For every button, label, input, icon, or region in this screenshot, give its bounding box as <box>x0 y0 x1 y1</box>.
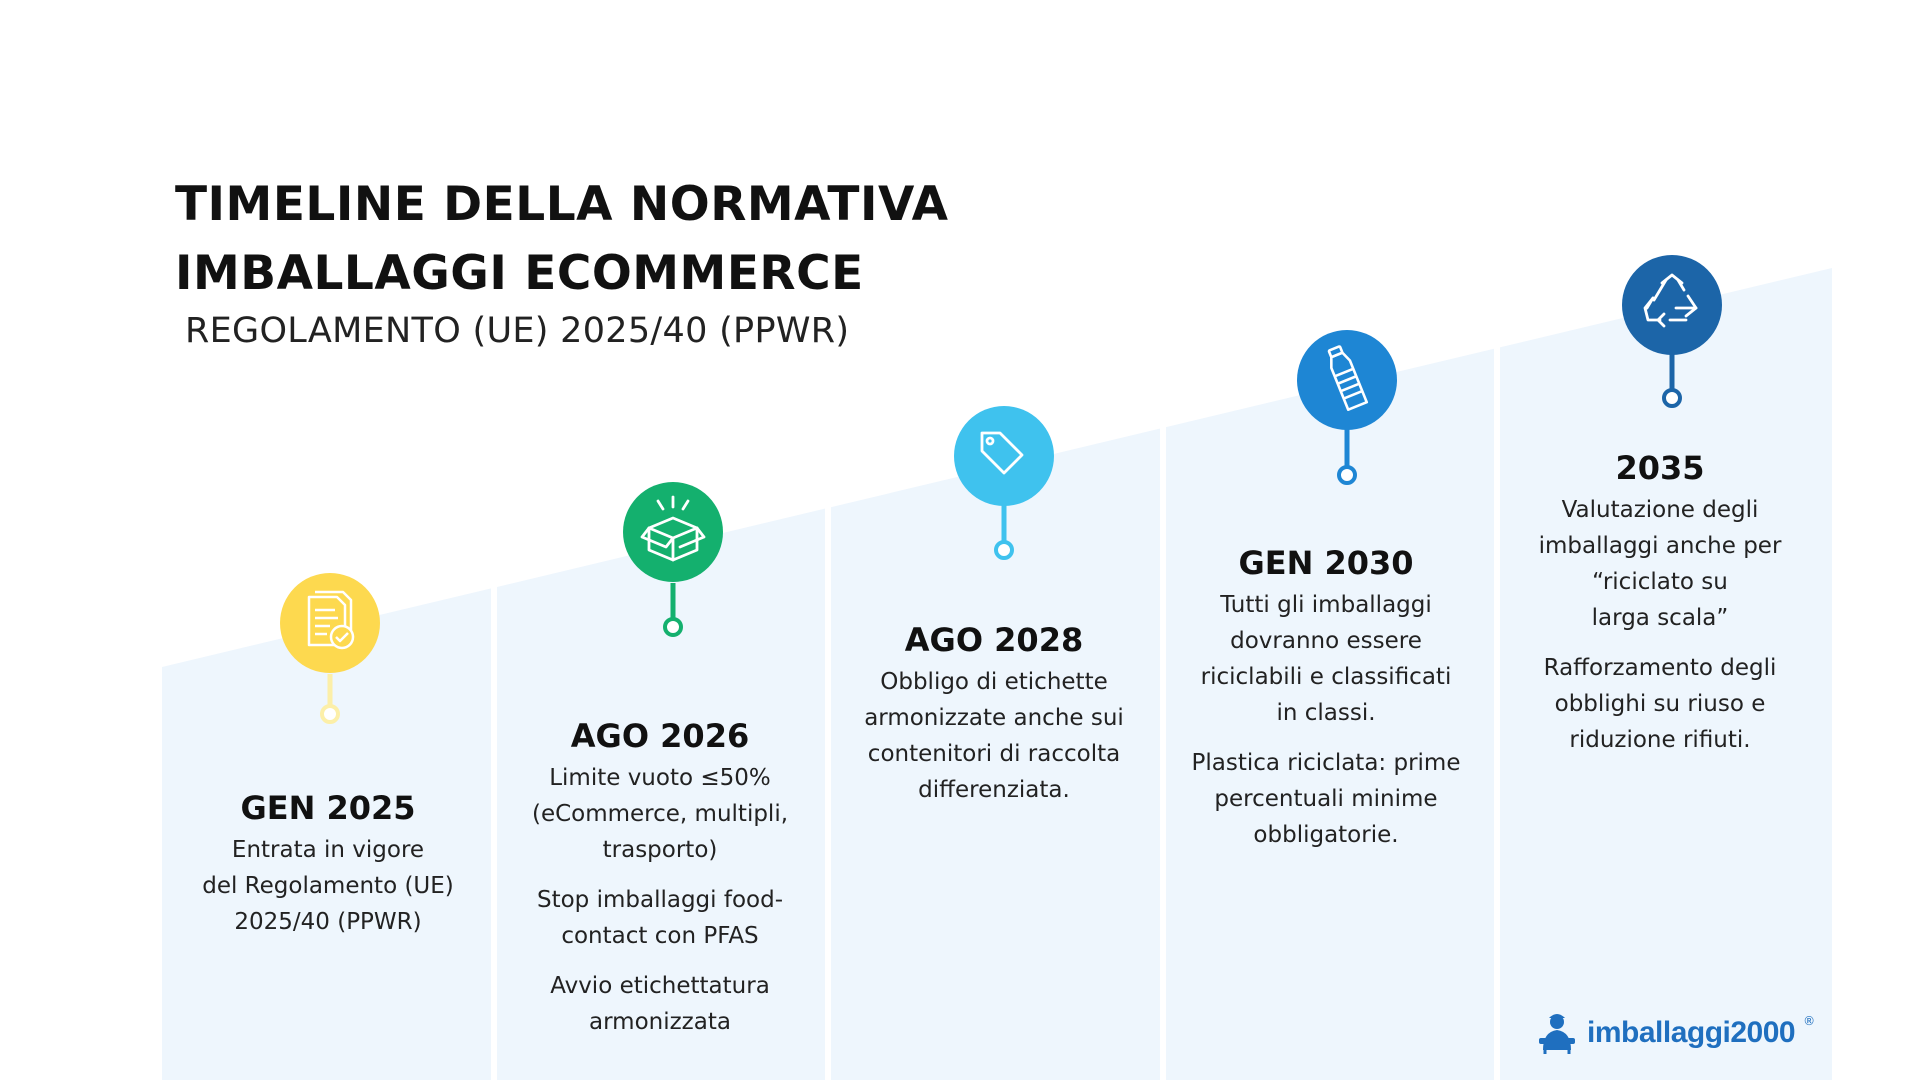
milestone-description: Avvio etichettatura armonizzata <box>550 973 770 1035</box>
milestone-circle <box>954 406 1054 506</box>
milestone-year: 2035 <box>1615 449 1705 487</box>
milestone-description: Rafforzamento degli obblighi su riuso e riduzione rifiuti. <box>1543 655 1777 753</box>
milestone-description: Stop imballaggi food- contact con PFAS <box>536 887 783 949</box>
milestone-text-1 <box>168 788 488 954</box>
page-subtitle: REGOLAMENTO (UE) 2025/40 (PPWR) <box>185 311 850 351</box>
milestone-text-4 <box>1166 543 1486 867</box>
title-line-2: IMBALLAGGI ECOMMERCE <box>175 246 864 301</box>
milestone-year: AGO 2028 <box>904 621 1084 659</box>
milestone-description: Tutti gli imballaggi dovranno essere riciclabili e classificati in classi. <box>1200 592 1452 726</box>
milestone-year: GEN 2030 <box>1238 544 1414 582</box>
milestone-description: Limite vuoto ≤50% (eCommerce, multipli, trasporto) <box>531 765 789 863</box>
milestone-text-3 <box>834 620 1154 822</box>
milestone-text-5 <box>1500 448 1820 772</box>
milestone-text-2 <box>500 716 820 1054</box>
logo-text: imballaggi2000 <box>1587 1016 1796 1049</box>
milestone-description: Valutazione degli imballaggi anche per “riciclato su larga scala” <box>1538 497 1782 631</box>
milestone-description: Plastica riciclata: prime percentuali minime obbligatorie. <box>1191 750 1461 848</box>
milestone-description: Entrata in vigore del Regolamento (UE) 2025/40 (PPWR) <box>202 837 454 935</box>
worker-icon <box>1535 1010 1579 1056</box>
milestone-circle <box>1622 255 1722 355</box>
registered-mark: ® <box>1803 1014 1816 1028</box>
title-line-1: TIMELINE DELLA NORMATIVA <box>175 177 949 232</box>
milestone-circle <box>280 573 380 673</box>
milestone-year: AGO 2026 <box>570 717 750 755</box>
page-title <box>175 170 949 308</box>
milestone-year: GEN 2025 <box>240 789 416 827</box>
brand-logo <box>1535 1010 1815 1056</box>
milestone-description: Obbligo di etichette armonizzate anche sui contenitori di raccolta differenziata. <box>864 669 1124 803</box>
